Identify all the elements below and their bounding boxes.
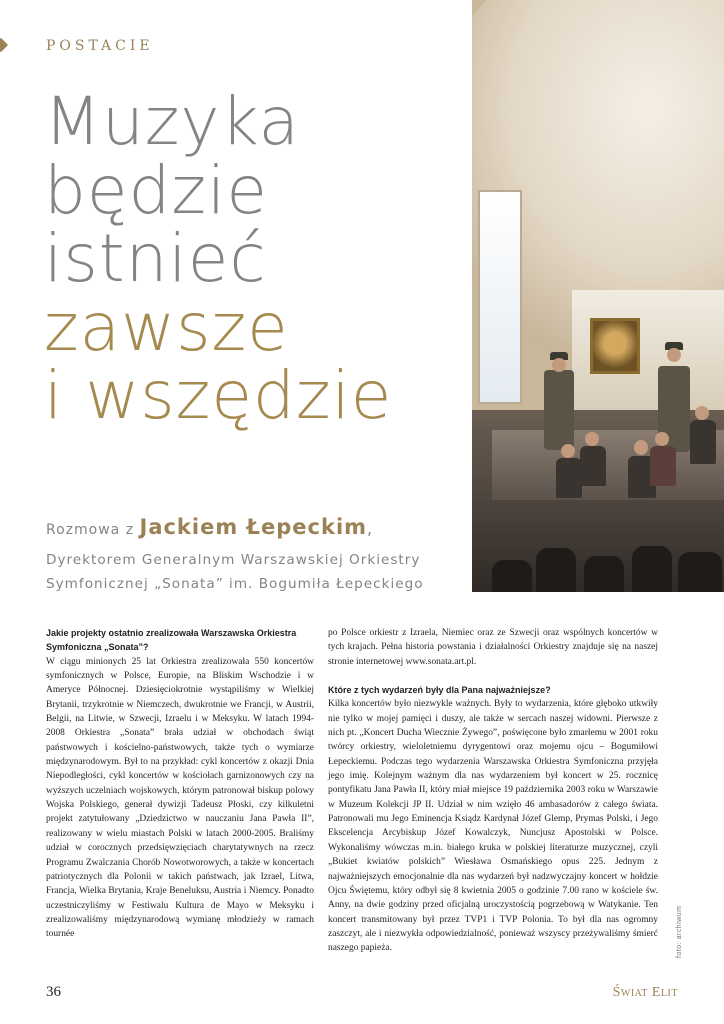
article-column-left: [46, 626, 314, 942]
concert-photo: [472, 0, 724, 592]
title-line-5: i wszędzie: [44, 357, 393, 434]
interviewee-role-line-2: Symfonicznej „Sonata” im. Bogumiła Łepeckiego: [46, 576, 424, 592]
article-column-right: [328, 626, 658, 956]
answer-2: Kilka koncertów było niezwykle ważnych. Były to wydarzenia, które głęboko utkwiły nie tylko w mojej pamięci i duszy, ale także w sercach naszej widowni. Pierwsze z nich pt. „Koncert Ducha Wiecznie Żywego”, poświęcone było zmarłemu w 2001 roku twórcy orkiestry, wieloletniemu dyrygentowi oraz mojemu ojcu – Bogumiłowi Łepeckiemu. Podczas tego wydarzenia Warszawska Orkiestra Symfoniczna przyjęła jego imię. Kolejnym ważnym dla nas wydarzeniem był koncert w 25. rocznicę pontyfikatu Jana Pawła II, który miał miejsce 19 października 2003 roku w Warszawie w Muzeum Kolekcji JP II. Udział w nim wzięło 46 ambasadorów z całego świata. Patronowali mu Jego Eminencja Ksiądz Kardynał Józef Glemp, Prymas Polski, i Jego Ekscelencja Arcybiskup Józef Kowalczyk, Nuncjusz Apostolski w Polsce. Wykonaliśmy wówczas m.in. białego kruka w polskiej literaturze muzycznej, czyli „Bukiet kwiatów polskich” Wiesława Osmańskiego opus 225. Jednym z najważniejszych emocjonalnie dla nas wydarzeń był nadzwyczajny koncert w hołdzie Ojcu Świętemu, który odbył się 8 kwietnia 2005 o godzinie 7.00 rano w kościele św. Anny, na dwie godziny przed oficjalną uroczystością pogrzebową w Watykanie. Ten koncert transmitowany był przez TVP1 i TVP Polonia. To był dla nas ogromny zaszczyt, ale i niezwykła odpowiedzialność, ponieważ wszyscy przeżywaliśmy śmierć naszego papieża.: [328, 699, 658, 954]
portrait-painting: [590, 318, 640, 374]
interview-intro: [46, 515, 373, 539]
photo-credit: foto: archiwum: [676, 905, 683, 958]
question-2: Które z tych wydarzeń były dla Pana najważniejsze?: [328, 685, 551, 696]
title-line-3: istnieć: [44, 220, 267, 297]
interview-comma: ,: [367, 519, 374, 538]
title-line-4: zawsze: [44, 288, 289, 366]
title-line-2: będzie: [44, 151, 268, 229]
title-line-1: Muzyka: [44, 83, 300, 160]
answer-1-continued: po Polsce orkiestr z Izraela, Niemiec oraz ze Szwecji oraz wspólnych koncertów w tych krajach. Pełna historia powstania i działalności Orkiestry znajduje się na naszej stronie internetowej www.sonata.art.pl.: [328, 628, 658, 667]
magazine-name: Świat Elit: [612, 985, 678, 1000]
interview-lead: Rozmowa z: [46, 522, 140, 538]
question-1: Jakie projekty ostatnio zrealizowała Warszawska Orkiestra Symfoniczna „Sonata”?: [46, 628, 297, 653]
section-label: POSTACIE: [46, 38, 154, 54]
answer-1: W ciągu minionych 25 lat Orkiestra zrealizowała 550 koncertów symfonicznych w Polsce, Europie, na Bliskim Wschodzie i w Ameryce Północnej. Dziesięciokrotnie wystąpiliśmy w Wielkiej Brytanii, trzykrotnie w Niemczech, dwukrotnie we Francji, w Austrii, Belgii, na Litwie, w Szwecji, Izraelu i w Meksyku. W latach 1994-2008 Orkiestra „Sonata” brała udział w obchodach świąt państwowych i kościelno-państwowych, także tych o wymiarze międzynarodowym. Był to na przykład: cykl koncertów z okazji Dnia Niepodległości, cykl koncertów w kościołach garnizonowych czy na wyższych uczelniach wojskowych, którym patronował biskup polowy Wojska Polskiego, generał dywizji Tadeusz Płoski, czy kilkuletni projekt zatytułowany „Dziedzictwo w nauczaniu Jana Pawła II”, realizowany w wielu miastach Polski w latach 2000-2005. Braliśmy udział w corocznych przedsięwzięciach charytatywnych na rzecz Programu Zwalczania Chorób Nowotworowych, a także w koncertach patriotycznych dla Polonii w takich państwach, jak Izrael, Litwa, Francja, Wielka Brytania, Kraje Beneluksu, Austria i Niemcy. Ponadto uczestniczyliśmy w Festiwalu Kultura de Mayo w Meksyku i zrealizowaliśmy międzynarodową wymianę młodzieży w ramach tournée: [46, 656, 314, 940]
interviewee-name: Jackiem Łepeckim: [139, 515, 368, 539]
section-marker-diamond: [0, 38, 8, 52]
page-number: 36: [46, 984, 61, 1000]
interviewee-role-line-1: Dyrektorem Generalnym Warszawskiej Orkiestry: [46, 552, 421, 568]
article-title: [44, 83, 464, 434]
